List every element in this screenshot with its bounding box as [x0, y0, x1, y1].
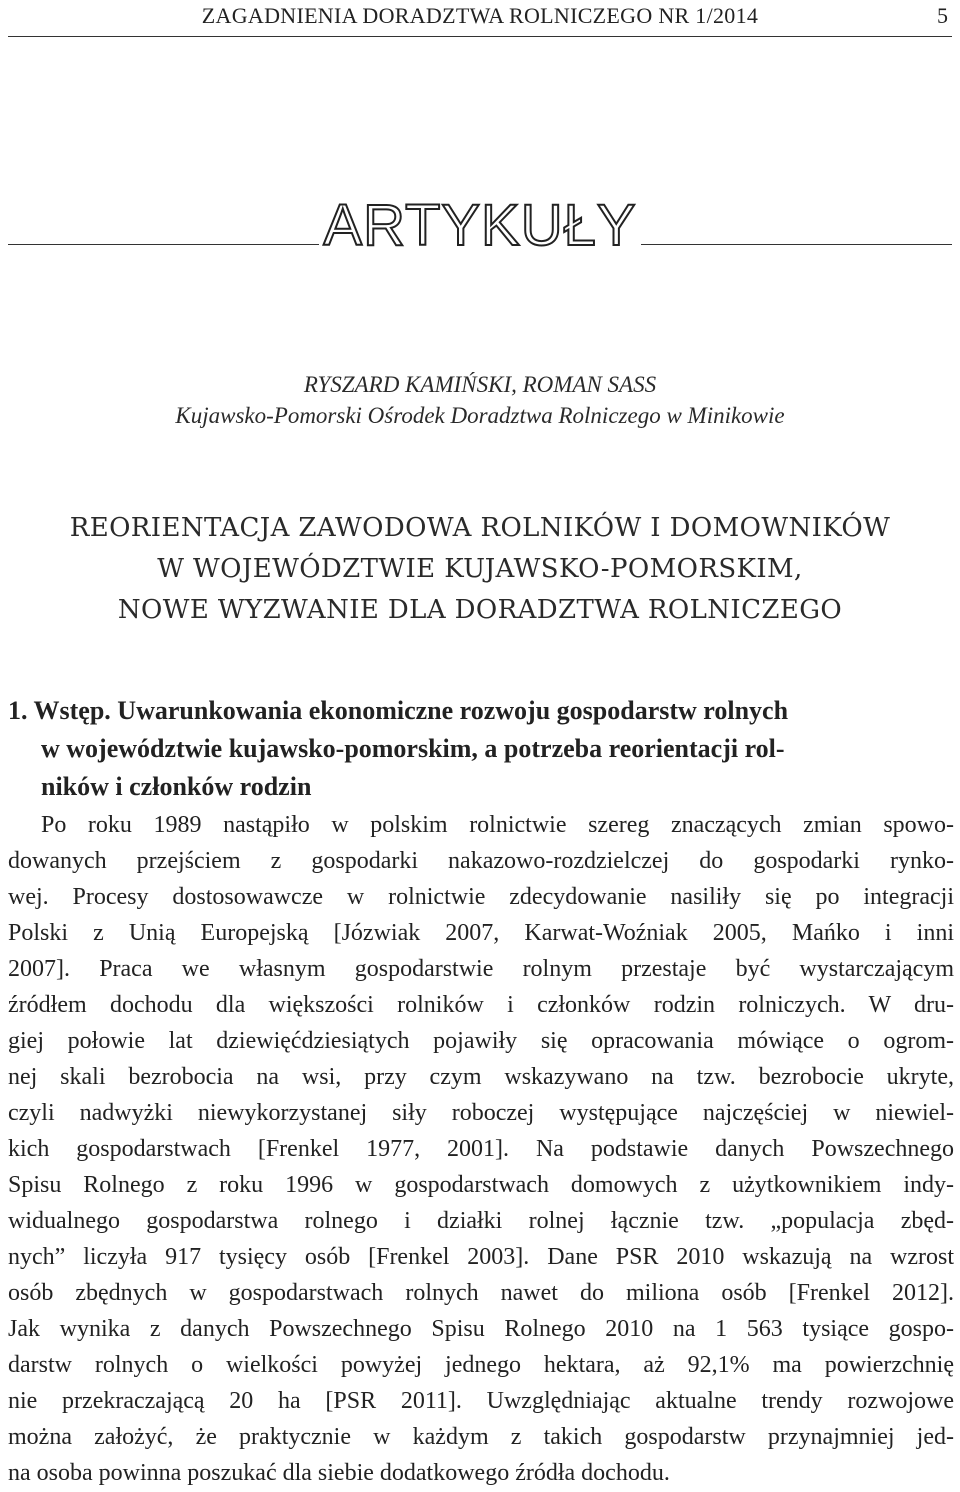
- body-line: wej. Procesy dostosowawcze w rolnictwie zdecydowanie nasiliły się po integracji: [8, 884, 954, 910]
- article-title: [0, 508, 960, 631]
- body-line: darstw rolnych o wielkości powyżej jednego hektara, aż 92,1% ma powierzchnię: [8, 1352, 954, 1378]
- section-heading-line: w województwie kujawsko-pomorskim, a potrzeba reorientacji rol-: [41, 734, 785, 763]
- body-line: nie przekraczającą 20 ha [PSR 2011]. Uwzględniając aktualne trendy rozwojowe: [8, 1388, 954, 1414]
- body-line: kich gospodarstwach [Frenkel 1977, 2001]. Na podstawie danych Powszechnego: [8, 1136, 954, 1162]
- body-line: 2007]. Praca we własnym gospodarstwie rolnym przestaje być wystarczającym: [8, 956, 954, 982]
- body-line: czyli nadwyżki niewykorzystanej siły roboczej występujące najczęściej w niewiel-: [8, 1100, 954, 1126]
- body-line: Polski z Unią Europejską [Józwiak 2007, Karwat-Woźniak 2005, Mańko i inni: [8, 920, 954, 946]
- body-paragraph: [8, 807, 954, 1491]
- author-names: RYSZARD KAMIŃSKI, ROMAN SASS: [303, 372, 657, 397]
- section-heading-line: 1. Wstęp. Uwarunkowania ekonomiczne rozwoju gospodarstw rolnych: [8, 696, 789, 725]
- author-block: [0, 369, 960, 431]
- body-line: Spisu Rolnego z roku 1996 w gospodarstwach domowych z użytkownikiem indy-: [8, 1172, 954, 1198]
- body-line: widualnego gospodarstwa rolnego i działki rolnej łącznie tzw. „populacja zbęd-: [8, 1208, 954, 1234]
- section-title-text: ARTYKUŁY: [319, 193, 640, 258]
- body-line: dowanych przejściem z gospodarki nakazowo-rozdzielczej do gospodarki rynko-: [8, 848, 954, 874]
- page-number: 5: [937, 3, 948, 28]
- body-line: osób zbędnych w gospodarstwach rolnych nawet do miliona osób [Frenkel 2012].: [8, 1280, 954, 1306]
- journal-title: ZAGADNIENIA DORADZTWA ROLNICZEGO NR 1/2014: [201, 3, 759, 28]
- article-title-line: W WOJEWÓDZTWIE KUJAWSKO-POMORSKIM,: [157, 554, 803, 584]
- body-line: źródłem dochodu dla większości rolników i członków rodzin rolniczych. W dru-: [8, 992, 954, 1018]
- body-line: Po roku 1989 nastąpiło w polskim rolnictwie szereg znaczących zmian spowo-: [41, 812, 954, 838]
- body-line: giej połowie lat dziewięćdziesiątych pojawiły się opracowania mówiące o ogrom-: [8, 1028, 954, 1054]
- body-line: nej skali bezrobocia na wsi, przy czym wskazywano na tzw. bezrobocie ukryte,: [8, 1064, 954, 1090]
- body-line: Jak wynika z danych Powszechnego Spisu Rolnego 2010 na 1 563 tysiące gospo-: [8, 1316, 954, 1342]
- body-line: nych” liczyła 917 tysięcy osób [Frenkel 2003]. Dane PSR 2010 wskazują na wzrost: [8, 1244, 954, 1270]
- author-affiliation: Kujawsko-Pomorski Ośrodek Doradztwa Rolniczego w Minikowie: [175, 403, 785, 428]
- article-title-line: NOWE WYZWANIE DLA DORADZTWA ROLNICZEGO: [117, 595, 843, 625]
- section-heading-line: ników i członków rodzin: [41, 772, 312, 801]
- section-heading: [8, 692, 954, 806]
- running-header: [8, 0, 952, 37]
- section-title: [0, 193, 960, 258]
- body-line: na osoba powinna poszukać dla siebie dodatkowego źródła dochodu.: [8, 1460, 670, 1486]
- body-line: można założyć, że praktycznie w każdym z takich gospodarstw przynajmniej jed-: [8, 1424, 954, 1450]
- article-title-line: REORIENTACJA ZAWODOWA ROLNIKÓW I DOMOWNIKÓW: [69, 513, 891, 543]
